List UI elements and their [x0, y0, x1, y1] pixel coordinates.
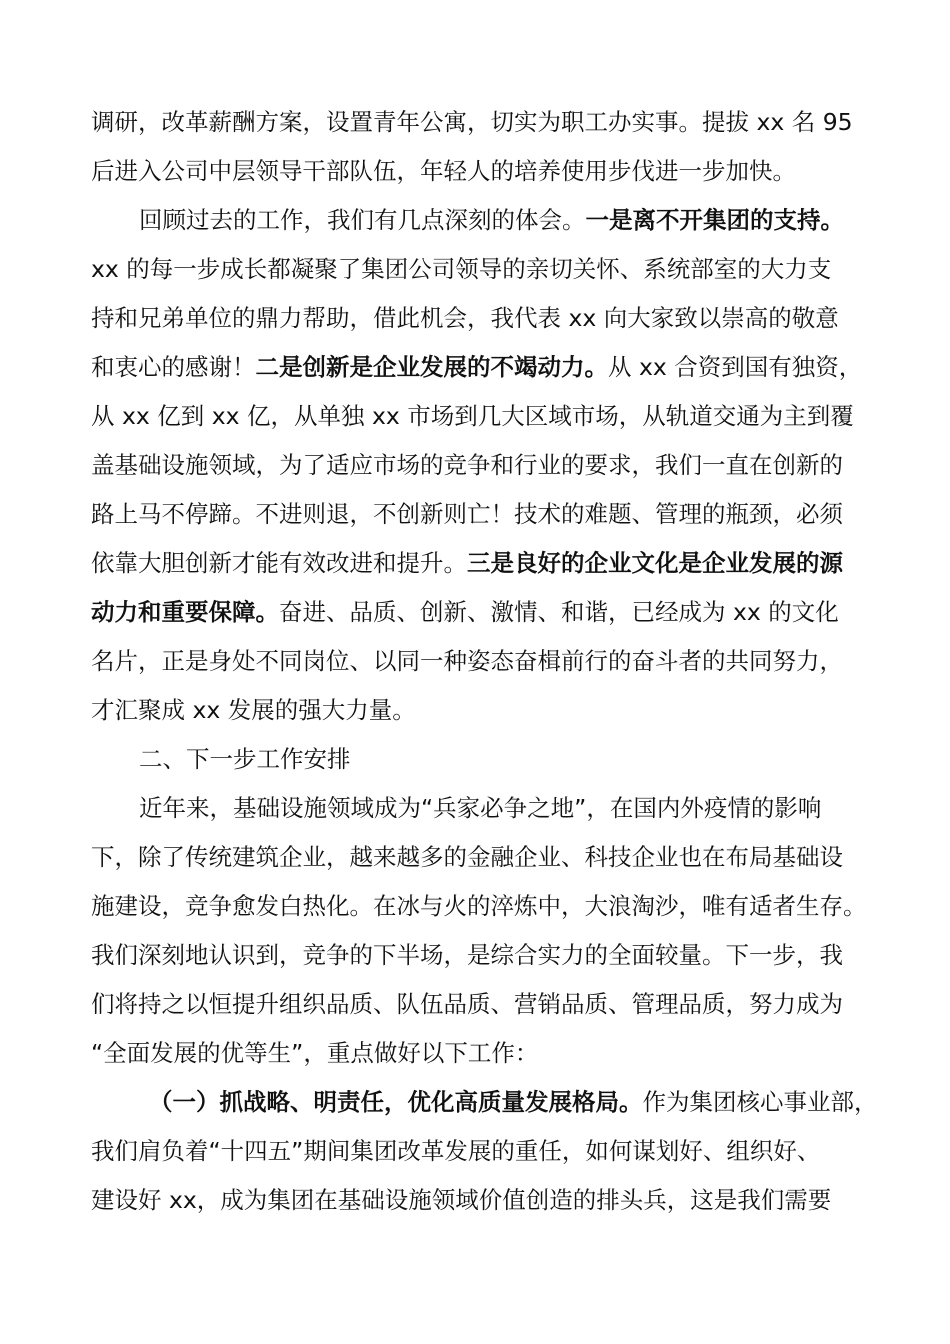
document-body	[91, 98, 878, 1225]
section-heading: 二、下一步工作安排	[139, 745, 351, 773]
paragraph-line: （一）抓战略、明责任，优化高质量发展格局。作为集团核心事业部，	[149, 1088, 878, 1116]
paragraph-line: 盖基础设施领域，为了适应市场的竞争和行业的要求，我们一直在创新的	[91, 451, 843, 479]
paragraph-line: 和衷心的感谢！二是创新是企业发展的不竭动力。从 xx 合资到国有独资，	[91, 353, 863, 381]
bold-lead: 一是离不开集团的支持。	[585, 206, 844, 234]
paragraph-line: 从 xx 亿到 xx 亿，从单独 xx 市场到几大区域市场，从轨道交通为主到覆	[91, 402, 854, 430]
paragraph-line: 回顾过去的工作，我们有几点深刻的体会。一是离不开集团的支持。	[139, 206, 844, 234]
paragraph-line: “全面发展的优等生”，重点做好以下工作：	[91, 1039, 539, 1067]
paragraph-line: 才汇聚成 xx 发展的强大力量。	[91, 696, 416, 724]
paragraph-line: 持和兄弟单位的鼎力帮助，借此机会，我代表 xx 向大家致以崇高的敬意	[91, 304, 839, 332]
paragraph-line: 路上马不停蹄。不进则退，不创新则亡！技术的难题、管理的瓶颈，必须	[91, 500, 843, 528]
paragraph-line: 们将持之以恒提升组织品质、队伍品质、营销品质、管理品质，努力成为	[91, 990, 843, 1018]
bold-lead: 三是良好的企业文化是企业发展的源	[467, 549, 843, 577]
bold-lead: 动力和重要保障。	[91, 598, 279, 626]
paragraph-line: 调研，改革薪酬方案，设置青年公寓，切实为职工办实事。提拔 xx 名 95	[91, 108, 853, 136]
paragraph-line: xx 的每一步成长都凝聚了集团公司领导的亲切关怀、系统部室的大力支	[91, 255, 832, 283]
subsection-heading: （一）抓战略、明责任，优化高质量发展格局。	[149, 1088, 643, 1116]
paragraph-line: 我们肩负着“十四五”期间集团改革发展的重任，如何谋划好、组织好、	[91, 1137, 821, 1165]
paragraph-line: 后进入公司中层领导干部队伍，年轻人的培养使用步伐进一步加快。	[91, 157, 796, 185]
paragraph-line: 施建设，竞争愈发白热化。在冰与火的淬炼中，大浪淘沙，唯有适者生存。	[91, 892, 867, 920]
paragraph-line: 名片，正是身处不同岗位、以同一种姿态奋楫前行的奋斗者的共同努力，	[91, 647, 843, 675]
paragraph-line: 我们深刻地认识到，竞争的下半场，是综合实力的全面较量。下一步，我	[91, 941, 843, 969]
paragraph-line: 近年来，基础设施领域成为“兵家必争之地”，在国内外疫情的影响	[139, 794, 822, 822]
paragraph-line: 下，除了传统建筑企业，越来越多的金融企业、科技企业也在布局基础设	[91, 843, 843, 871]
paragraph-line: 依靠大胆创新才能有效改进和提升。三是良好的企业文化是企业发展的源	[91, 549, 843, 577]
paragraph-line: 建设好 xx，成为集团在基础设施领域价值创造的排头兵，这是我们需要	[91, 1186, 832, 1214]
paragraph-line: 动力和重要保障。奋进、品质、创新、激情、和谐，已经成为 xx 的文化	[91, 598, 839, 626]
bold-lead: 二是创新是企业发展的不竭动力。	[255, 353, 608, 381]
